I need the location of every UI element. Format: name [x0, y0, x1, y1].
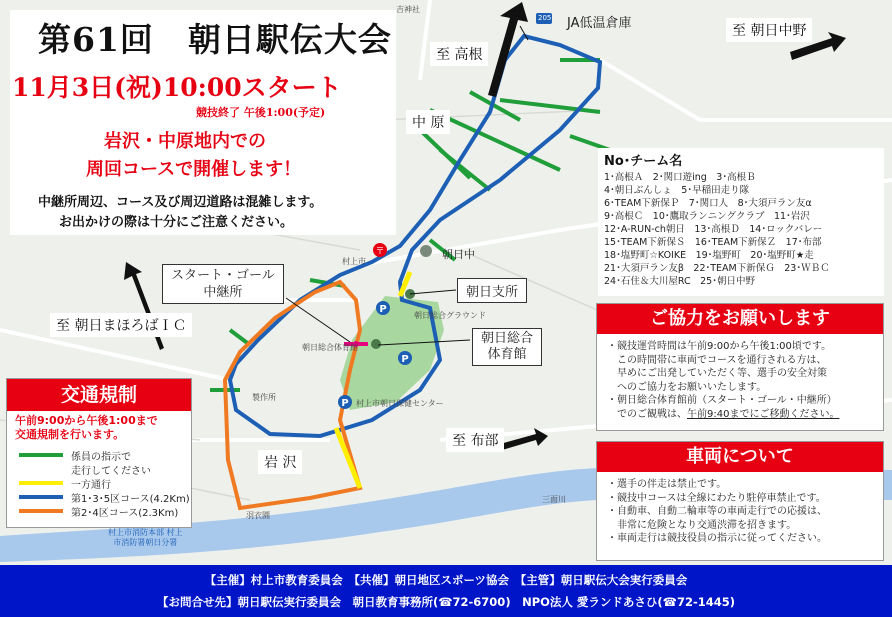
ground-label: 朝日総合グラウンド [414, 311, 486, 320]
legend-item-staff-route [7, 448, 191, 462]
viewing-deadline: 午前9:40までにご移動ください。 [687, 408, 840, 420]
cooperation-line: 早めにご出発していただく等、選手の安全対策 [617, 368, 827, 379]
legend-label: 第2･4区コース(2.3Km) [71, 508, 179, 519]
legend-label: 一方通行 [71, 480, 111, 491]
shrine-label: 吉神社 [396, 5, 420, 14]
congestion-notice-2: お出かけの際は十分にご注意ください。 [59, 215, 294, 230]
legend-item-one-way [7, 476, 191, 490]
event-title: 第61回 朝日駅伝大会 [38, 20, 392, 59]
cooperation-line: この時間帯に車両でコースを通行される方は、 [617, 354, 827, 366]
team-list-line: 9･高根Ｃ 10･鷹取ランニングクラブ 11･岩沢 [604, 211, 810, 222]
asahi-gym-label: 朝日総合 体育館 [472, 328, 542, 366]
asahi-junior-high-label: 朝日中 [442, 248, 475, 261]
team-list-line: 1･高根Ａ 2･関口遊ing 3･高根Ｂ [604, 172, 756, 183]
legend-item-course-24 [7, 504, 191, 518]
legend-item-staff-route-cont [7, 462, 191, 476]
team-list-line: 15･TEAM下新保Ｓ 16･TEAM下新保Ｚ 17･布部 [604, 237, 822, 248]
team-list-line: 6･TEAM下新保Ｐ 7･関口人 8･大須戸ラン友α [604, 198, 812, 209]
viewing-text: でのご観戦は、 [617, 408, 687, 420]
cooperation-box [596, 303, 884, 431]
vehicle-line: ・選手の伴走は禁止です。 [607, 479, 727, 490]
legend-swatch-orange [19, 509, 63, 513]
cooperation-title: ご協力をお願いします [597, 304, 883, 334]
health-center-label: 村上市朝日保健センター [356, 399, 444, 408]
svg-text:P: P [401, 354, 409, 365]
cooperation-line: へのご協力をお願いいたします。 [617, 381, 767, 393]
team-list [598, 148, 884, 296]
title-panel [10, 10, 396, 235]
team-list-line: 4･朝日ぶんしょ 5･早稲田走り隊 [604, 185, 750, 196]
to-nunobe-label: 至 布部 [446, 428, 504, 452]
traffic-regulation-legend [6, 378, 192, 528]
vehicle-title: 車両について [597, 442, 883, 472]
legend-swatch-yellow-arrow [19, 481, 63, 485]
gym-small-label: 朝日総合体育館 [302, 343, 358, 352]
hagoromo-label: 羽衣園 [246, 511, 270, 520]
team-list-title: No･チーム名 [604, 154, 683, 169]
course-announcement-2: 周回コースで開催します！ [86, 159, 302, 180]
end-time-note: 競技終了 午後1:00(予定) [196, 106, 326, 119]
iwasawa-label: 岩 沢 [258, 450, 302, 474]
footer-bar [0, 565, 892, 617]
legend-title: 交通規制 [7, 379, 191, 411]
legend-time-1: 午前9:00から午後1:00まで [15, 414, 158, 427]
team-list-line: 24･石住＆大川屋RC 25･朝日中野 [604, 276, 755, 287]
team-list-line: 12･A-RUN-ch朝日 13･高根Ｄ 14･ロックバレー [604, 224, 823, 235]
vehicle-line: ・自動車、自動二輪車等の車両走行での応援は、 [607, 506, 827, 517]
course-announcement-1: 岩沢・中原地内での [104, 131, 266, 152]
vehicle-line: ・車両走行は競技役員の指示に従ってください。 [607, 533, 827, 544]
cooperation-line: ・朝日総合体育館前（スタート・ゴール・中継所） [607, 395, 837, 406]
to-takane-label: 至 高根 [430, 42, 488, 66]
route-205-label: 205 [538, 14, 552, 22]
legend-swatch-blue [19, 495, 63, 499]
congestion-notice-1: 中継所周辺、コース及び周辺道路は混雑します。 [38, 195, 323, 210]
svg-text:P: P [379, 304, 387, 315]
team-list-line: 18･塩野町☆KOIKE 19･塩野町 20･塩野町★走 [604, 250, 814, 261]
cooperation-line: ・競技運営時間は午前9:00から午後1:00頃です。 [607, 341, 832, 352]
vehicle-line: ・競技中コースは全線にわたり駐停車禁止です。 [607, 492, 826, 504]
start-datetime: 11月3日(祝)10:00スタート [12, 73, 342, 102]
river-label: 三面川 [542, 495, 566, 504]
legend-item-course-135 [7, 490, 191, 504]
factory-label: 製作所 [252, 393, 276, 402]
legend-label: 走行してください [71, 466, 151, 477]
vehicle-line: 非常に危険となり交通渋滞を招きます。 [617, 519, 797, 531]
svg-text:〒: 〒 [375, 247, 385, 257]
start-goal-label: スタート・ゴール 中継所 [162, 264, 284, 304]
ja-warehouse-label: JA低温倉庫 [567, 16, 632, 31]
fire-station-label: 村上市消防本部 村上 市消防署朝日分署 [108, 528, 183, 547]
vehicle-box [596, 441, 884, 561]
legend-label: 係員の指示で [71, 452, 131, 463]
legend-swatch-green [19, 453, 63, 457]
to-mahoroba-ic-label: 至 朝日まほろばＩＣ [50, 313, 192, 337]
murakami-city-label: 村上市 [342, 257, 366, 266]
cooperation-line-viewing [597, 408, 883, 422]
footer-contacts: 【お問合せ先】朝日駅伝実行委員会 朝日教育事務所(☎72-6700) NPO法人 愛ランドあさひ(☎72-1445) [156, 595, 736, 609]
footer-organizers: 【主催】村上市教育委員会 【共催】朝日地区スポーツ協会 【主管】朝日駅伝大会実行委員会 [204, 573, 688, 587]
nakahara-label: 中 原 [406, 110, 450, 134]
svg-text:P: P [341, 398, 349, 409]
asahi-branch-label: 朝日支所 [457, 278, 527, 303]
team-list-line: 21･大須戸ラン友β 22･TEAM下新保Ｇ 23･ＷＢＣ [604, 263, 830, 274]
legend-label: 第1･3･5区コース(4.2Km) [71, 494, 190, 505]
to-asahi-nakano-label: 至 朝日中野 [726, 18, 812, 42]
legend-time-2: 交通規制を行います。 [15, 428, 125, 441]
